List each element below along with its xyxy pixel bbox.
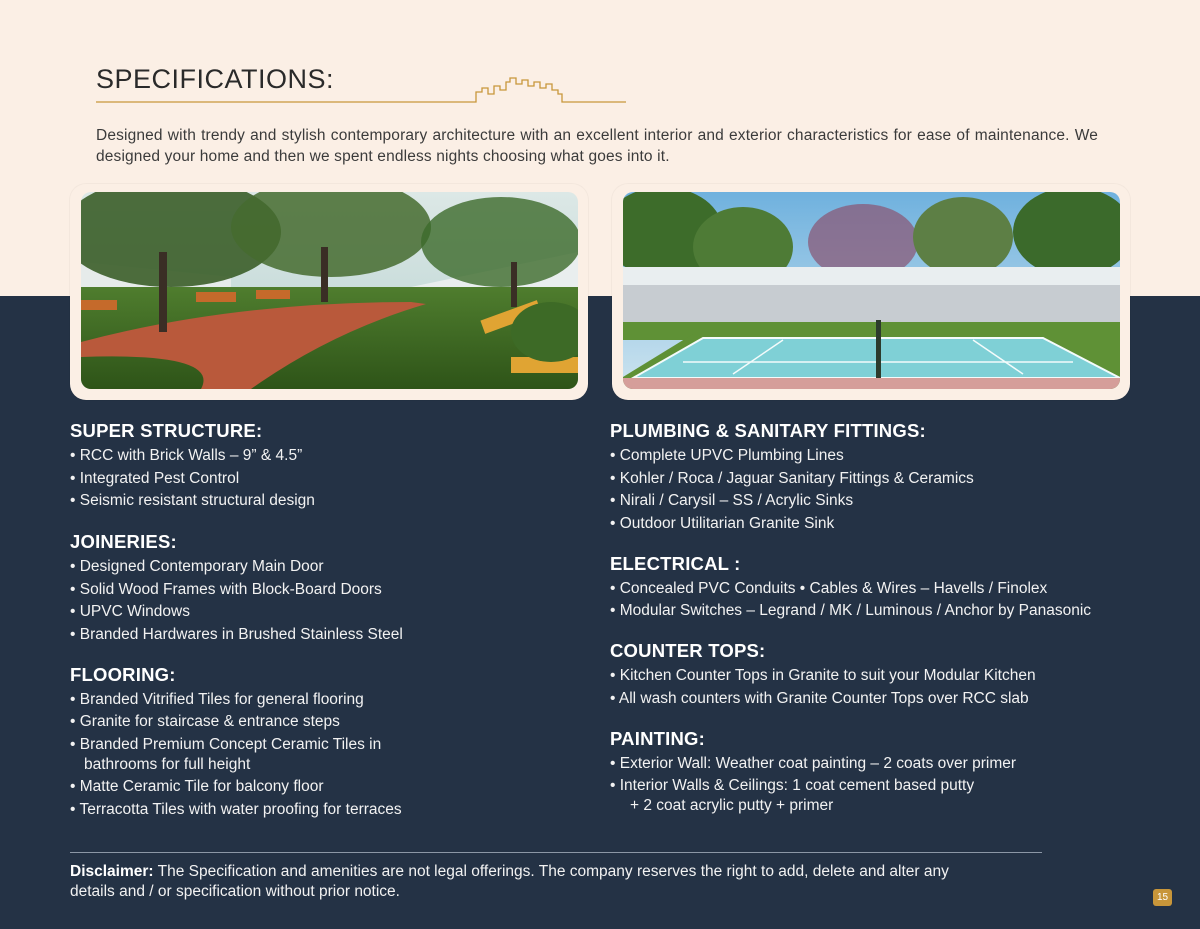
section-joineries [70, 531, 590, 645]
section-heading: FLOORING: [70, 663, 176, 685]
list-item: • Kitchen Counter Tops in Granite to suit your Modular Kitchen [610, 666, 1170, 686]
footer-divider [70, 852, 1042, 853]
list-item: • Seismic resistant structural design [70, 491, 590, 511]
list-item: • Concealed PVC Conduits • Cables & Wires – Havells / Finolex [610, 579, 1170, 599]
page-title: SPECIFICATIONS: [96, 64, 335, 94]
garden-photo-frame [70, 184, 588, 400]
intro-paragraph: Designed with trendy and stylish contemporary architecture with an excellent interior and exterior characteristics for ease of maintenance. We designed your home and then we spent endless nights choosing what goes into it. [96, 127, 1098, 165]
section-counter-tops [610, 640, 1170, 709]
section-plumbing [610, 420, 1170, 534]
list-item-text: Branded Premium Concept Ceramic Tiles in [79, 735, 382, 753]
list-item: • Granite for staircase & entrance steps [70, 712, 590, 732]
section-heading: JOINERIES: [70, 531, 177, 552]
list-item: • Solid Wood Frames with Block-Board Doors [70, 580, 590, 600]
list-item: • RCC with Brick Walls – 9” & 4.5” [70, 446, 590, 466]
section-heading: SUPER STRUCTURE: [70, 420, 263, 441]
section-flooring [70, 664, 590, 820]
list-item: • UPVC Windows [70, 602, 590, 622]
section-super-structure [70, 420, 590, 511]
list-item: • Terracotta Tiles with water proofing for terraces [70, 800, 590, 820]
list-item: • Integrated Pest Control [70, 469, 590, 489]
list-item: • Outdoor Utilitarian Granite Sink [610, 514, 1170, 534]
page-number-badge: 15 [1153, 889, 1172, 906]
list-item: • Complete UPVC Plumbing Lines [610, 446, 1170, 466]
section-heading: ELECTRICAL : [610, 552, 741, 574]
list-item: • All wash counters with Granite Counter Tops over RCC slab [610, 689, 1170, 709]
list-item: • Designed Contemporary Main Door [70, 557, 590, 577]
list-item-continuation: bathrooms for full height [84, 755, 251, 773]
list-item: • Nirali / Carysil – SS / Acrylic Sinks [610, 491, 1170, 511]
disclaimer-label: Disclaimer: [70, 863, 154, 880]
list-item [70, 735, 590, 775]
section-heading: COUNTER TOPS: [610, 640, 766, 661]
section-heading: PAINTING: [610, 727, 705, 749]
left-spec-column [70, 420, 590, 822]
list-item: • Kohler / Roca / Jaguar Sanitary Fittings & Ceramics [610, 469, 1170, 489]
list-item [610, 776, 1170, 816]
list-item: • Matte Ceramic Tile for balcony floor [70, 777, 590, 797]
right-spec-column [610, 420, 1170, 819]
list-item: • Branded Vitrified Tiles for general flooring [70, 690, 590, 710]
garden-walkway-photo [81, 192, 578, 389]
disclaimer-text: The Specification and amenities are not legal offerings. The company reserves the right to add, delete and alter any details and / or specification without prior notice. [70, 863, 949, 900]
list-item: • Modular Switches – Legrand / MK / Luminous / Anchor by Panasonic [610, 601, 1170, 621]
list-item-text: Interior Walls & Ceilings: 1 coat cement based putty [619, 777, 975, 794]
section-painting [610, 728, 1170, 817]
list-item: • Exterior Wall: Weather coat painting – 2 coats over primer [610, 754, 1170, 774]
court-photo-frame [612, 184, 1130, 400]
section-electrical [610, 553, 1170, 622]
list-item: • Branded Hardwares in Brushed Stainless Steel [70, 625, 590, 645]
tennis-court-photo [623, 192, 1120, 389]
disclaimer [70, 862, 970, 902]
section-heading: PLUMBING & SANITARY FITTINGS: [610, 420, 926, 441]
list-item-continuation: + 2 coat acrylic putty + primer [630, 797, 834, 814]
skyline-underline-icon [96, 72, 636, 108]
